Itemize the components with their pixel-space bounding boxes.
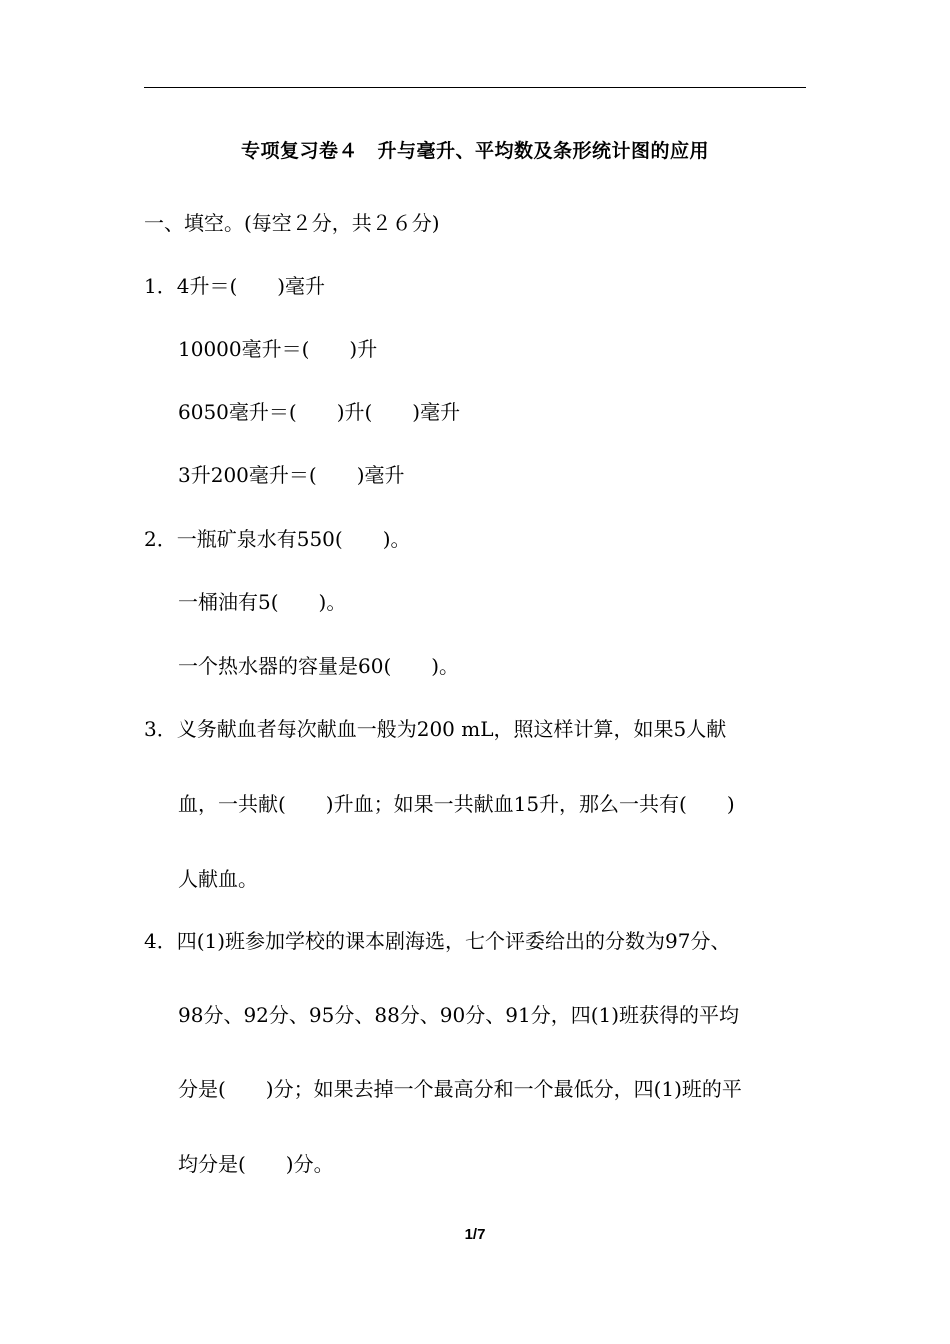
question-3-line-3: 人献血。 — [178, 867, 258, 891]
question-1-line-4: 3升200毫升＝( )毫升 — [178, 463, 405, 487]
page-number: 1/7 — [464, 1226, 486, 1243]
section-heading: 一、填空。(每空２分，共２６分) — [144, 211, 440, 235]
question-4-line-1: 4．四(1)班参加学校的课本剧海选，七个评委给出的分数为97分、 — [144, 929, 731, 953]
question-3-line-1: 3．义务献血者每次献血一般为200 mL，照这样计算，如果5人献 — [144, 717, 727, 741]
question-2-line-2: 一桶油有5( )。 — [178, 590, 347, 614]
header-rule — [144, 87, 806, 88]
question-2-line-1: 2．一瓶矿泉水有550( )。 — [144, 527, 411, 551]
question-4-line-2: 98分、92分、95分、88分、90分、91分，四(1)班获得的平均 — [178, 1003, 740, 1027]
question-1-line-2: 10000毫升＝( )升 — [178, 337, 378, 361]
question-2-line-3: 一个热水器的容量是60( )。 — [178, 654, 460, 678]
question-4-line-3: 分是( )分；如果去掉一个最高分和一个最低分，四(1)班的平 — [178, 1077, 742, 1101]
question-4-line-4: 均分是( )分。 — [178, 1152, 334, 1176]
page-title: 专项复习卷４ 升与毫升、平均数及条形统计图的应用 — [240, 140, 709, 162]
question-1-line-1: 1．4升＝( )毫升 — [144, 274, 326, 298]
question-3-line-2: 血，一共献( )升血；如果一共献血15升，那么一共有( ) — [178, 792, 735, 816]
question-1-line-3: 6050毫升＝( )升( )毫升 — [178, 400, 461, 424]
